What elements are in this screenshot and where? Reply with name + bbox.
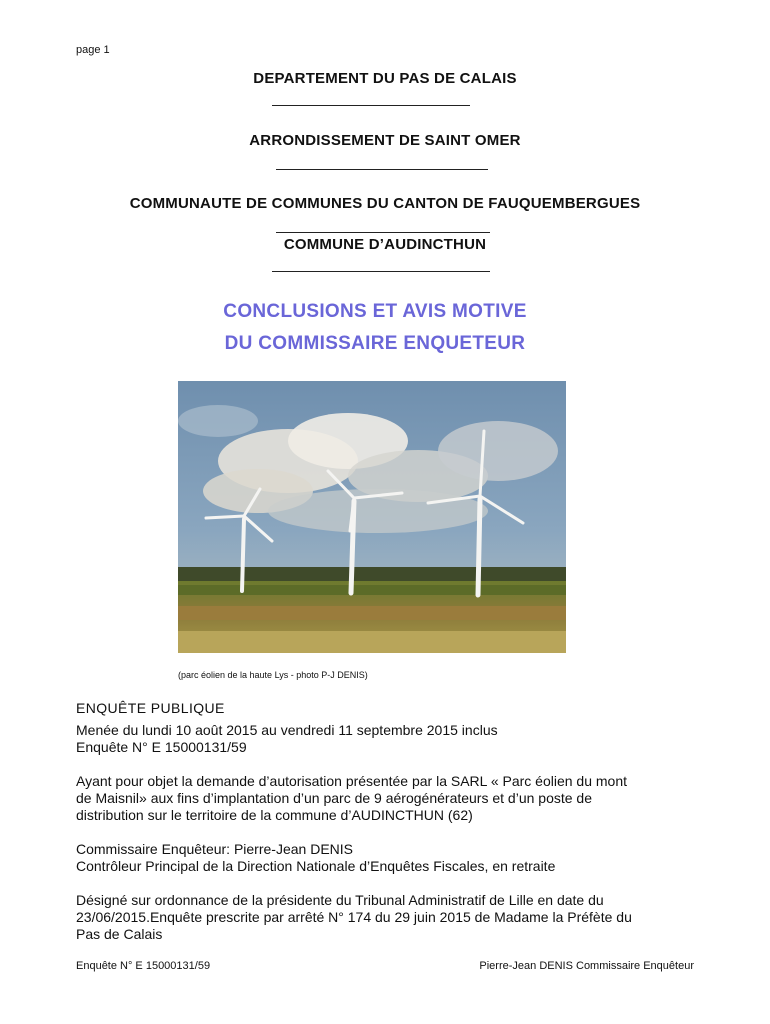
designation-line: 23/06/2015.Enquête prescrite par arrêté N° 174 du 29 juin 2015 de Madame la Préfète du bbox=[76, 909, 632, 925]
document-title-line-1: CONCLUSIONS ET AVIS MOTIVE bbox=[223, 301, 527, 322]
section-heading: ENQUÊTE PUBLIQUE bbox=[76, 700, 225, 716]
enquete-details bbox=[76, 722, 706, 756]
reference-line: Enquête N° E 15000131/59 bbox=[76, 739, 247, 755]
designation-paragraph bbox=[76, 892, 706, 943]
commissaire-line: Commissaire Enquêteur: Pierre-Jean DENIS bbox=[76, 841, 353, 857]
divider bbox=[276, 232, 490, 233]
commissaire-line: Contrôleur Principal de la Direction Nationale d’Enquêtes Fiscales, en retraite bbox=[76, 858, 556, 874]
dates-line: Menée du lundi 10 août 2015 au vendredi 11 septembre 2015 inclus bbox=[76, 722, 498, 738]
divider bbox=[272, 105, 470, 106]
footer-author: Pierre-Jean DENIS Commissaire Enquêteur bbox=[479, 960, 694, 972]
commune-heading: COMMUNE D’AUDINCTHUN bbox=[283, 236, 487, 253]
designation-line: Pas de Calais bbox=[76, 926, 163, 942]
footer-reference: Enquête N° E 15000131/59 bbox=[76, 960, 211, 972]
objet-line: distribution sur le territoire de la commune d’AUDINCTHUN (62) bbox=[76, 807, 473, 823]
photo-caption: (parc éolien de la haute Lys - photo P-J DENIS) bbox=[178, 670, 368, 680]
objet-line: Ayant pour objet la demande d’autorisation présentée par la SARL « Parc éolien du mont bbox=[76, 773, 628, 789]
divider bbox=[272, 271, 490, 272]
objet-paragraph bbox=[76, 773, 706, 824]
arrondissement-heading: ARRONDISSEMENT DE SAINT OMER bbox=[249, 132, 521, 149]
divider bbox=[276, 169, 488, 170]
designation-line: Désigné sur ordonnance de la présidente du Tribunal Administratif de Lille en date du bbox=[76, 892, 604, 908]
document-title-line-2: DU COMMISSAIRE ENQUETEUR bbox=[224, 333, 526, 354]
commissaire-paragraph bbox=[76, 841, 706, 875]
communaute-heading: COMMUNAUTE DE COMMUNES DU CANTON DE FAUQUEMBERGUES bbox=[129, 195, 641, 212]
wind-farm-photo bbox=[178, 381, 566, 653]
page-number: page 1 bbox=[76, 44, 110, 56]
departement-heading: DEPARTEMENT DU PAS DE CALAIS bbox=[253, 70, 517, 87]
objet-line: de Maisnil» aux fins d’implantation d’un parc de 9 aérogénérateurs et d’un poste de bbox=[76, 790, 592, 806]
